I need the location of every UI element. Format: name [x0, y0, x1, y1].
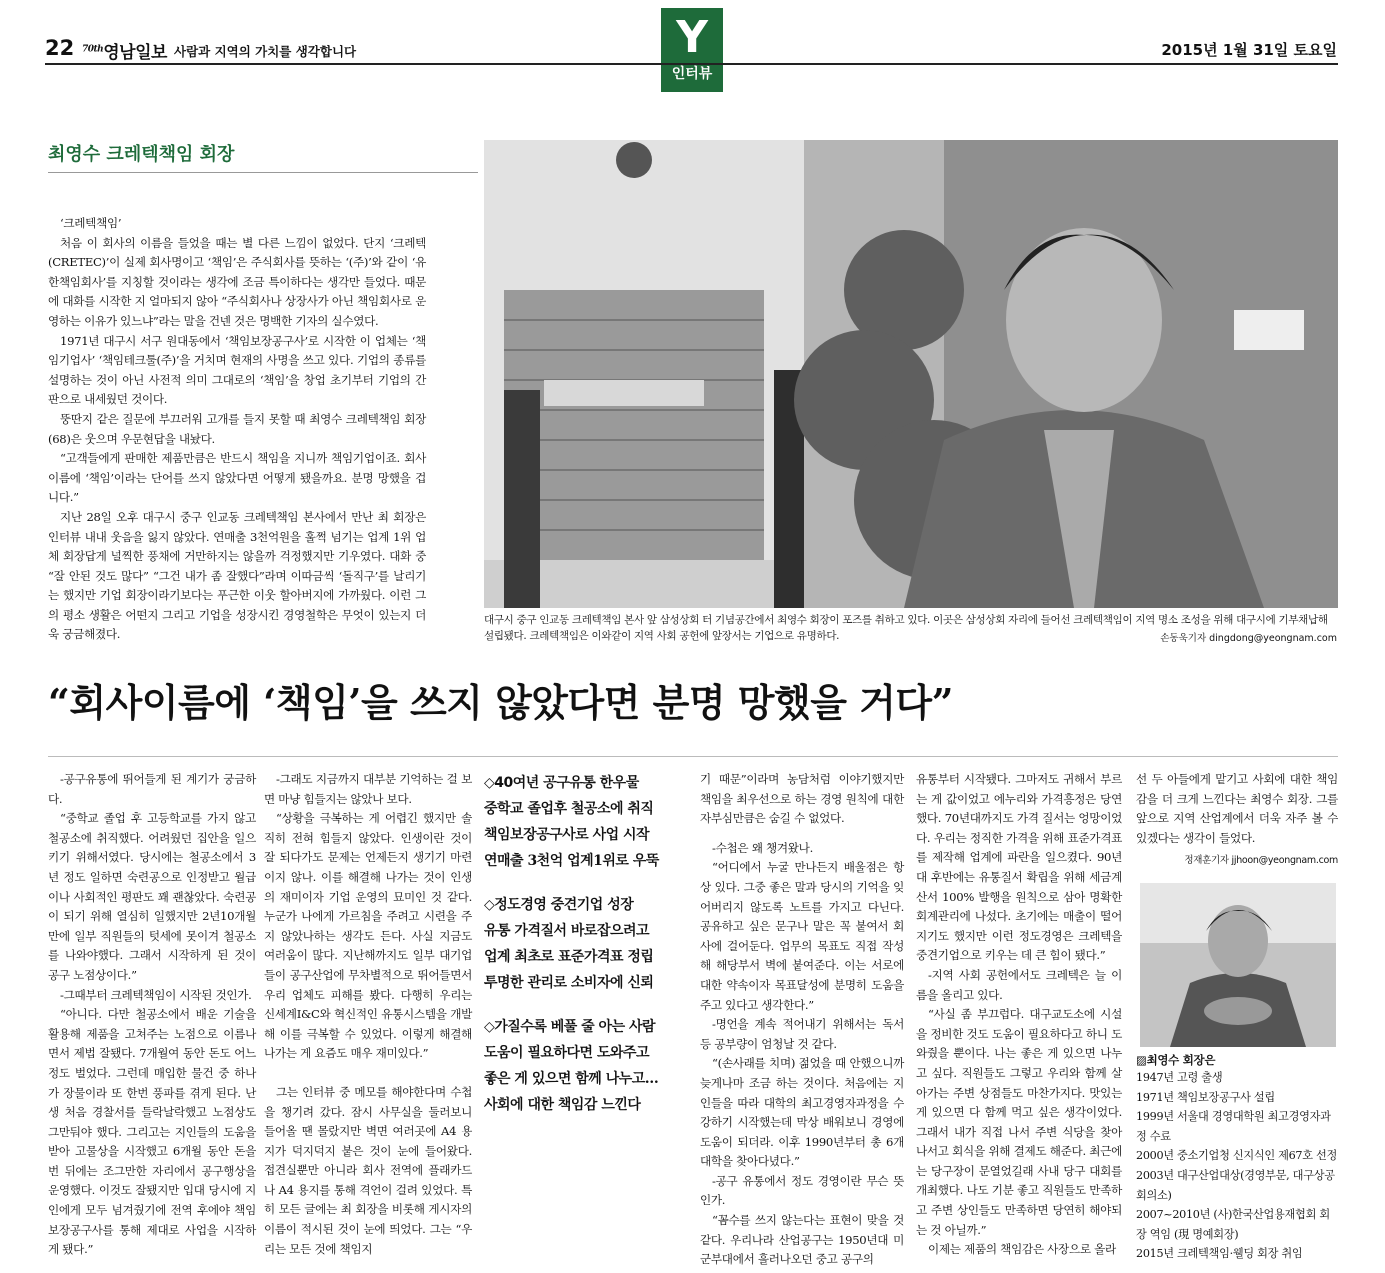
photo-credit: 손동욱기자 dingdong@yeongnam.com	[1160, 633, 1337, 644]
summary-point-line: 투명한 관리로 소비자에 신뢰	[484, 975, 654, 991]
column-paragraph: 유통부터 시작됐다. 그마저도 귀해서 부르는 게 값이었고 에누리와 가격흥정은 당연했다. 70년대까지도 가격 질서는 엉망이었다. 우리는 정직한 가격을 위해 표준가격표를 제작해 업계에 파란을 일으켰다. 90년대 후반에는 유통질서 확립을 위해 세금계산서 100% 발행을 원칙으로 삼아 명확한 회계관리에 나섰다. 초기에는 매출이 떨어지기도 했지만 이런 정도경영은 크레텍을 중견기업으로 키우는 데 큰 힘이 됐다.”	[916, 772, 1122, 963]
summary-point-line: 업계 최초로 표준가격표 정립	[484, 949, 654, 965]
summary-point-line: 연매출 3천억 업계1위로 우뚝	[484, 853, 659, 869]
summary-point-line: 책임보장공구사로 사업 시작	[484, 827, 650, 843]
summary-point-line: 중학교 졸업후 철공소에 취직	[484, 801, 654, 817]
article-column-6	[1136, 770, 1338, 866]
column-paragraph: 기 때문”이라며 농담처럼 이야기했지만 책임을 최우선으로 하는 경영 원칙에 대한 자부심만큼은 숨길 수 없었다.	[700, 772, 904, 826]
main-photo	[484, 140, 1338, 608]
column-paragraph: -그때부터 크레텍책임이 시작된 것인가.	[60, 987, 252, 1002]
profile-item: 2000년 중소기업청 신지식인 제67호 선정	[1136, 1149, 1338, 1163]
article-headline: “회사이름에 ‘책임’을 쓰지 않았다면 분명 망했을 거다”	[48, 680, 953, 725]
column-paragraph: “(손사래를 치며) 젊었을 때 안했으니까 늦게나마 조금 하는 것이다. 처음에는 지인들을 따라 대학의 최고경영자과정을 수강하기 시작했는데 막상 배워보니 경영에 도움이 되더라. 이후 1990년부터 총 6개 대학을 찾아다녔다.”	[700, 1056, 904, 1169]
column-paragraph: “상황을 극복하는 게 어렵긴 했지만 솔직히 전혀 힘들지 않았다. 인생이란 것이 잘 되다가도 문제는 언제든지 생기기 마련이지 않나. 이를 해결해 나가는 것이 인생의 재미이자 기업 운영의 묘미인 것 같다. 누군가 나에게 가르침을 주려고 시련을 주지 않았나하는 생각도 든다. 사실 지금도 여러움이 많다. 지난해까지도 일부 대기업들이 공구산업에 무차별적으로 뛰어들면서 우리 업체도 피해를 봤다. 다행히 우리는 신세계I&C와 혁신적인 유통시스템을 개발해 이를 극복할 수 있었다. 이렇게 해결해 나가는 게 요즘도 매우 재미있다.”	[264, 811, 472, 1061]
profile-item: 1971년 책임보장공구사 설립	[1136, 1090, 1275, 1104]
column-paragraph: 이제는 제품의 책임감은 사장으로 올라	[928, 1242, 1116, 1257]
intro-paragraph: ‘크레텍책임’	[60, 216, 122, 230]
summary-point	[484, 770, 690, 874]
section-letter: Y	[676, 12, 708, 63]
issue-date: 2015년 1월 31일 토요일	[1161, 41, 1337, 59]
article-column-5	[916, 770, 1122, 1260]
intro-paragraph: 뚱딴지 같은 질문에 부끄러워 고개를 들지 못할 때 최영수 크레텍책임 회장(68)은 웃으며 우문현답을 내놨다.	[48, 411, 426, 446]
newspaper-logo	[82, 38, 167, 63]
column-paragraph: “사실 좀 부끄럽다. 대구교도소에 시설을 정비한 것도 도움이 필요하다고 하니 도와줬을 뿐이다. 나는 좋은 게 있으면 나누고 싶다. 직원들도 그렇고 우리와 함께 살아가는 주변 상점들도 마찬가지다. 맛있는 게 있으면 다 함께 먹고 싶은 생각이었다. 그래서 내가 직접 나서 주변 식당을 찾아 나서고 회식을 위해 결제도 해준다. 최근에는 당구장이 문열었길래 사내 당구 대회를 개최했다. 나도 기분 좋고 직원들도 만족하고 주변 상인들도 만족하면 당연히 해야되는 것 아닐까.”	[916, 1007, 1122, 1237]
page-header	[0, 0, 1385, 100]
column-paragraph: “아니다. 다만 철공소에서 배운 기술을 활용해 제품을 고쳐주는 노점으로 이름나면서 제법 잘됐다. 7개월여 동안 돈도 어느 정도 벌었다. 그런데 매입한 물건 중 하나가 장물이라 또 한번 풍파를 겪게 된다. 난생 처음 경찰서를 들락날락했고 노점상도 그만둬야 했다. 그리고는 지인들의 도움을 받아 고물상을 시작했고 6개월 동안 돈을 번 뒤에는 조그만한 자리에서 공구행상을 운영했다. 이것도 잘됐지만 입대 당시에 지인에게 모두 넘겨줬기에 전역 후에야 책임보장공구사를 통해 제대로 사업을 시작하게 됐다.”	[48, 1007, 256, 1257]
intro-paragraph: “고객들에게 판매한 제품만큼은 반드시 책임을 지니까 책임기업이죠. 회사이름에 ‘책임’이라는 단어를 쓰지 않았다면 어떻게 됐을까요. 분명 망했을 겁니다.”	[48, 451, 426, 505]
section-name: 인터뷰	[671, 66, 713, 82]
photo-caption: 대구시 중구 인교동 크레텍책임 본사 앞 삼성상회 터 기념공간에서 최영수 회장이 포즈를 취하고 있다. 이곳은 삼성상회 자리에 들어선 크레텍책임이 지역 명소 조성을 위해 대구시에 기부채납해 설립됐다. 크레텍책임은 이와같이 지역 사회 공헌에 앞장서는 기업으로 유명하다.	[484, 614, 1328, 642]
profile-box	[1136, 1052, 1338, 1264]
summary-point-line: 사회에 대한 책임감 느낀다	[484, 1097, 641, 1113]
column-paragraph: -지역 사회 공헌에서도 크레텍은 늘 이름을 올리고 있다.	[916, 967, 1122, 1002]
newspaper-slogan: 사람과 지역의 가치를 생각합니다	[174, 44, 357, 59]
profile-title: ▨최영수 회장은	[1136, 1053, 1216, 1067]
profile-photo-illustration	[1140, 883, 1336, 1047]
reporter-byline: 정재훈기자 jjhoon@yeongnam.com	[1184, 855, 1338, 867]
summary-point-line: 좋은 게 있으면 함께 나누고…	[484, 1071, 659, 1087]
column-paragraph: 그는 인터뷰 중 메모를 해야한다며 수첩을 챙기려 갔다. 잠시 사무실을 둘러보니 들어올 땐 몰랐지만 벽면 여러곳에 A4 용지가 덕지덕지 붙은 것이 눈에 들어왔다. 접견실뿐만 아니라 회사 전역에 플래카드나 A4 용지를 통해 격언이 걸려 있었다. 특히 모든 글에는 최 회장을 비롯해 게시자의 이름이 적시된 것이 눈에 띄었다. 그는 “우리는 모든 것에 책임지	[264, 1084, 472, 1256]
article-column-2	[264, 770, 472, 1259]
summary-point	[484, 892, 690, 996]
summary-point	[484, 1014, 690, 1118]
column-paragraph: -수첩은 왜 챙겨왔나.	[712, 840, 813, 855]
summary-point-line: 도움이 필요하다면 도와주고	[484, 1045, 650, 1061]
column-paragraph: “어디에서 누굴 만나든지 배울점은 항상 있다. 그중 좋은 말과 당시의 기억을 잊어버리지 않도록 노트를 가지고 다닌다. 공유하고 싶은 문구나 말은 꼭 붙여서 회사에 걸어둔다. 업무의 목표도 직접 작성해 해당부서 벽에 붙여준다. 이는 서로에 대한 약속이자 목표달성에 분명히 도움을 주고 있다고 생각한다.”	[700, 860, 904, 1012]
column-paragraph: “중학교 졸업 후 고등학교를 가지 않고 철공소에 취직했다. 어려웠던 집안을 일으키기 위해서였다. 당시에는 철공소에서 3년 정도 일하면 숙련공으로 인정받고 월급이나 사회적인 평판도 꽤 괜찮았다. 숙련공이 되기 위해 열심히 일했지만 2년10개월 만에 일부 직원들의 텃세에 못이겨 철공소를 나와야했다. 그래서 시작하게 된 것이 공구 노점상이다.”	[48, 811, 256, 982]
column-paragraph: 선 두 아들에게 맡기고 사회에 대한 책임감을 더 크게 느낀다는 최영수 회장. 그를 앞으로 지역 산업계에서 더욱 자주 볼 수 있겠다는 생각이 들었다.	[1136, 772, 1338, 845]
column-paragraph: -명언을 계속 적어내기 위해서는 독서 등 공부량이 엄청날 것 같다.	[700, 1017, 904, 1051]
summary-point-head: ◇40여년 공구유통 한우물	[484, 775, 639, 791]
profile-item: 2003년 대구산업대상(경영부문, 대구상공회의소)	[1136, 1168, 1335, 1202]
column-paragraph: -그래도 지금까지 대부분 기억하는 걸 보면 마냥 힘들지는 않았나 보다.	[264, 772, 472, 806]
profile-item: 2007~2010년 (사)한국산업용재협회 회장 역임 (現 명예회장)	[1136, 1208, 1330, 1241]
article-column-4	[700, 770, 904, 1270]
article-column-1	[48, 770, 256, 1260]
column-paragraph: -공구유통에 뛰어들게 된 계기가 궁금하다.	[48, 772, 256, 806]
page-number: 22	[45, 36, 75, 60]
logo-text: 영남일보	[103, 43, 167, 63]
profile-photo	[1140, 883, 1336, 1047]
profile-item: 2015년 크레텍책임·웰딩 회장 취임	[1136, 1247, 1303, 1261]
article-kicker: 최영수 크레텍책임 회장	[48, 144, 235, 165]
column-paragraph: -공구 유통에서 정도 경영이란 무슨 뜻인가.	[700, 1173, 904, 1208]
column-paragraph: “꼼수를 쓰지 않는다는 표현이 맞을 것 같다. 우리나라 산업공구는 1950년대 미군부대에서 흘러나오던 중고 공구의	[700, 1213, 904, 1267]
summary-point-line: 유통 가격질서 바로잡으려고	[484, 923, 650, 939]
summary-point-head: ◇정도경영 중견기업 성장	[484, 897, 634, 913]
summary-point-head: ◇가질수록 베풀 줄 아는 사람	[484, 1019, 656, 1035]
profile-item: 1999년 서울대 경영대학원 최고경영자과정 수료	[1136, 1110, 1331, 1143]
kicker-rule	[48, 172, 478, 173]
intro-paragraph: 1971년 대구시 서구 원대동에서 ‘책임보장공구사’로 시작한 이 업체는 ‘책임기업사’ ‘책임테크툴(주)’을 거치며 현재의 사명을 쓰고 있다. 기업의 종류를 설명하는 것이 아닌 사전적 의미 그대로의 ‘책임’을 창업 초기부터 기업의 간판으로 내세웠던 것이다.	[48, 333, 426, 407]
profile-item: 1947년 고령 출생	[1136, 1071, 1223, 1084]
article-intro	[48, 214, 426, 645]
intro-paragraph: 지난 28일 오후 대구시 중구 인교동 크레텍책임 본사에서 만난 최 회장은 인터뷰 내내 웃음을 잃지 않았다. 연매출 3천억원을 훌쩍 넘기는 업계 1위 업체 회장답게 널찍한 풍채에 거만하지는 않을까 걱정했지만 기우였다. 대화 중 “잘 안된 것도 많다” “그건 내가 좀 잘했다”라며 이따금씩 ‘돌직구’를 날리기는 했지만 기업 회장이라기보다는 푸근한 이웃 할아버지에 가까웠다. 이런 그의 평소 생활은 어떤지 그리고 기업을 성장시킨 경영철학은 무엇이 있는지 더욱 궁금해졌다.	[48, 509, 426, 642]
article-summary-points	[484, 770, 690, 1136]
header-rule	[45, 63, 1338, 65]
logo-anniversary: 70th	[82, 44, 104, 55]
headline-rule	[48, 756, 1338, 757]
section-tab	[661, 8, 723, 92]
main-photo-illustration	[484, 140, 1338, 608]
intro-paragraph: 처음 이 회사의 이름을 들었을 때는 별 다른 느낌이 없었다. 단지 ‘크레텍(CRETEC)’이 실제 회사명이고 ‘책임’은 주식회사를 뜻하는 ‘(주)’와 같이 ‘유한책임회사’를 지칭할 것이라는 생각에 조금 특이하다는 생각만 들었다. 때문에 대화를 시작한 지 얼마되지 않아 “주식회사나 상장사가 아닌 책임회사로 운영하는 이유가 있느냐”라는 말을 건넨 것은 명백한 기자의 실수였다.	[48, 235, 426, 328]
